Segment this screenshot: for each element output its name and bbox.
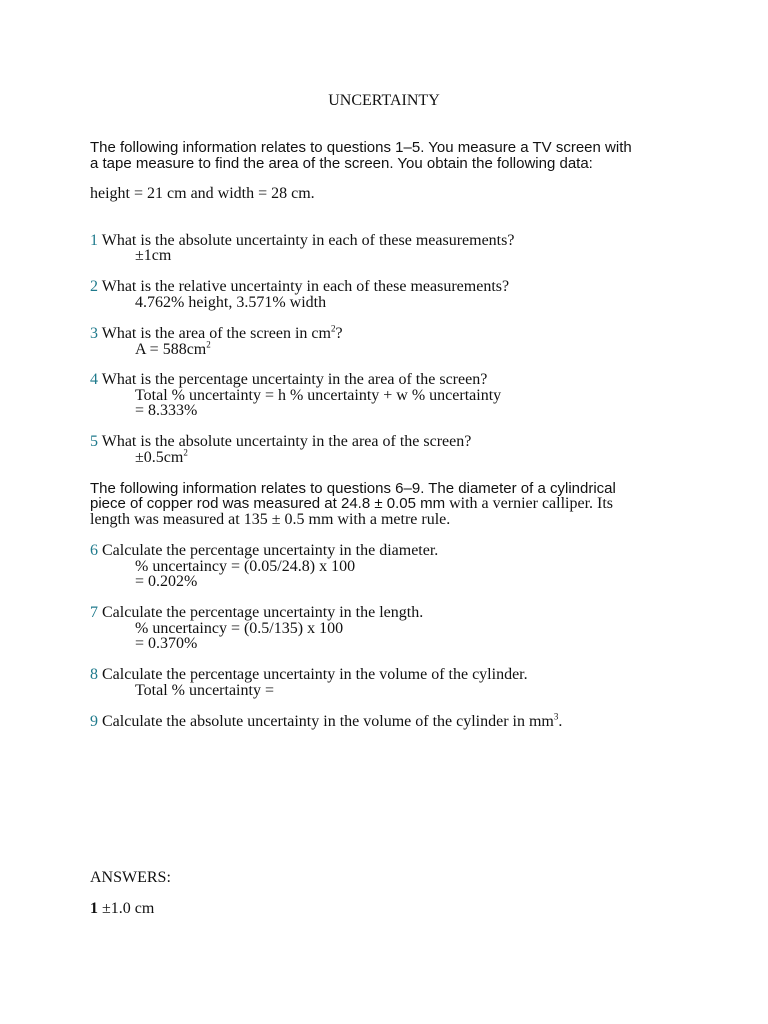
answer-3 (135, 339, 211, 358)
question-text: What is the absolute uncertainty in the area of the screen? (101, 433, 472, 450)
question-text-end: ? (335, 325, 343, 342)
answer-4-line-2: = 8.333% (135, 402, 198, 419)
question-9 (90, 711, 563, 730)
question-text: Calculate the percentage uncertainty in the volume of the cylinder. (102, 666, 528, 683)
question-text: What is the absolute uncertainty in each of these measurements? (101, 232, 515, 249)
intro-paragraph-2-line-1: The following information relates to questions 6–9. The diameter of a cylindrical (90, 480, 616, 497)
question-3 (90, 323, 343, 342)
question-5 (90, 434, 471, 450)
answer-2: 4.762% height, 3.571% width (135, 294, 327, 311)
question-number: 2 (90, 278, 98, 295)
superscript: 2 (330, 323, 336, 334)
superscript: 3 (553, 711, 559, 722)
question-text: What is the area of the screen in cm (101, 325, 331, 342)
data-line: height = 21 cm and width = 28 cm. (90, 185, 315, 202)
answer-key-text: ±1.0 cm (102, 900, 155, 917)
intro-text-sans: piece of copper rod was measured at 24.8 ± 0.05 mm (90, 495, 446, 512)
answer-1: ±1cm (135, 247, 172, 264)
question-number: 6 (90, 542, 98, 559)
answer-4-line-1: Total % uncertainty = h % uncertainty + w % uncertainty (135, 387, 502, 404)
question-text: Calculate the percentage uncertainty in the diameter. (102, 542, 439, 559)
question-number: 8 (90, 666, 98, 683)
question-text-end: . (558, 713, 563, 730)
intro-paragraph-1-line-1: The following information relates to questions 1–5. You measure a TV screen with (90, 139, 632, 156)
intro-text-serif: with a vernier calliper. Its (445, 495, 614, 512)
question-6 (90, 543, 438, 559)
answer-7-line-2: = 0.370% (135, 635, 198, 652)
intro-paragraph-2-line-3: length was measured at 135 ± 0.5 mm with a metre rule. (90, 511, 451, 528)
answer-text: ±0.5cm (135, 449, 184, 466)
question-number: 4 (90, 371, 98, 388)
question-number: 3 (90, 325, 98, 342)
answer-6-line-2: = 0.202% (135, 573, 198, 590)
question-number: 7 (90, 604, 98, 621)
answer-key-1 (90, 901, 154, 917)
superscript: 2 (206, 339, 211, 350)
answer-6-line-1: % uncertaincy = (0.05/24.8) x 100 (135, 558, 356, 575)
question-number: 5 (90, 433, 98, 450)
question-8 (90, 667, 528, 683)
superscript: 2 (183, 447, 188, 458)
answer-key-number: 1 (90, 900, 98, 917)
answer-7-line-1: % uncertaincy = (0.5/135) x 100 (135, 620, 344, 637)
question-4 (90, 372, 487, 388)
question-text: Calculate the absolute uncertainty in the volume of the cylinder in mm (102, 713, 554, 730)
answer-text: A = 588cm (135, 341, 207, 358)
question-text: What is the percentage uncertainty in the area of the screen? (101, 371, 488, 388)
page-title: UNCERTAINTY (328, 92, 440, 109)
answers-heading: ANSWERS: (90, 869, 171, 886)
question-text: What is the relative uncertainty in each of these measurements? (101, 278, 510, 295)
intro-paragraph-1-line-2: a tape measure to find the area of the screen. You obtain the following data: (90, 155, 593, 172)
question-text: Calculate the percentage uncertainty in the length. (102, 604, 424, 621)
question-number: 9 (90, 713, 98, 730)
question-7 (90, 605, 423, 621)
intro-paragraph-2-line-2 (90, 496, 613, 512)
answer-8-line-1: Total % uncertainty = (135, 682, 274, 699)
question-number: 1 (90, 232, 98, 249)
answer-5 (135, 447, 188, 466)
question-2 (90, 279, 509, 295)
